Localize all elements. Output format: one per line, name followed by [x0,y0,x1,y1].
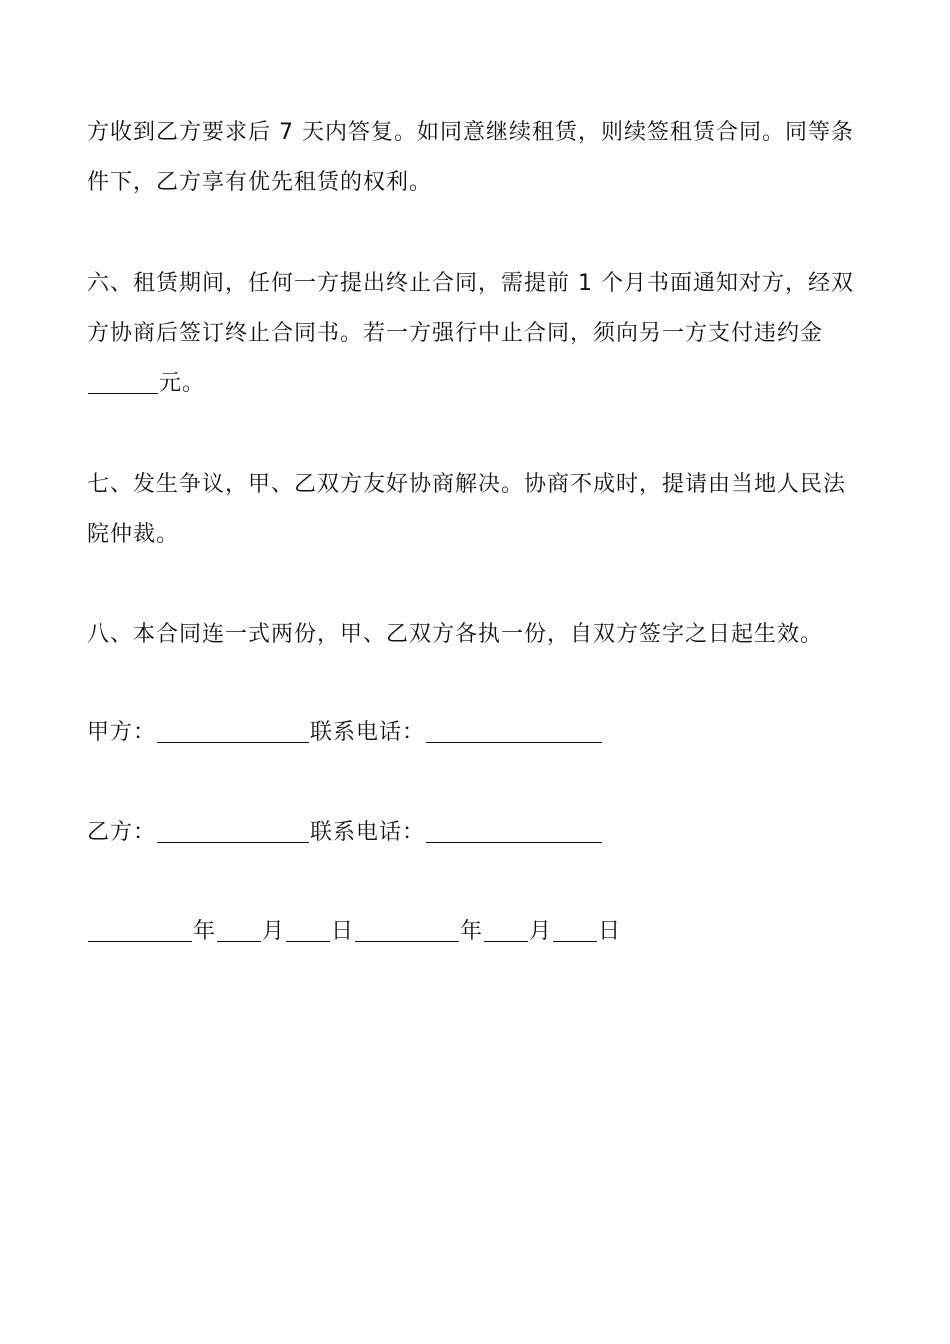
date-b-day-blank [553,919,597,942]
party-a-signature-line [87,708,867,758]
date-a-month-label: 月 [262,919,286,944]
party-b-label: 乙方： [87,820,157,845]
clause-6 [87,259,867,409]
party-a-phone-blank [426,720,602,743]
date-b-year-blank [355,919,459,942]
date-a-month-blank [217,919,261,942]
party-a-label: 甲方： [87,720,157,745]
clause-6-text: 六、租赁期间，任何一方提出终止合同，需提前 1 个月书面通知对方，经双方协商后签订终止合同书。若一方强行中止合同，须向另一方支付违约金 [87,271,854,346]
date-b-year-label: 年 [460,919,484,944]
date-b-day-label: 日 [598,919,622,944]
party-b-phone-label: 联系电话： [310,820,426,845]
clause-7: 七、发生争议，甲、乙双方友好协商解决。协商不成时，提请由当地人民法院仲裁。 [87,472,847,547]
clause-8: 八、本合同连一式两份，甲、乙双方各执一份，自双方签字之日起生效。 [87,622,824,647]
date-b-month-label: 月 [529,919,553,944]
paragraph-continued: 方收到乙方要求后 7 天内答复。如同意继续租赁，则续签租赁合同。同等条件下，乙方享有优先租赁的权利。 [87,120,854,195]
date-a-year-blank [88,919,192,942]
party-b-phone-blank [426,820,602,843]
penalty-amount-blank [88,371,158,394]
date-line [87,907,867,957]
date-a-day-blank [286,919,330,942]
party-a-phone-label: 联系电话： [310,720,426,745]
clause-6-text-end: 元。 [159,371,206,396]
party-a-name-blank [157,720,309,743]
date-a-day-label: 日 [331,919,355,944]
date-a-year-label: 年 [193,919,217,944]
party-b-signature-line [87,808,867,858]
date-b-month-blank [484,919,528,942]
party-b-name-blank [157,820,309,843]
